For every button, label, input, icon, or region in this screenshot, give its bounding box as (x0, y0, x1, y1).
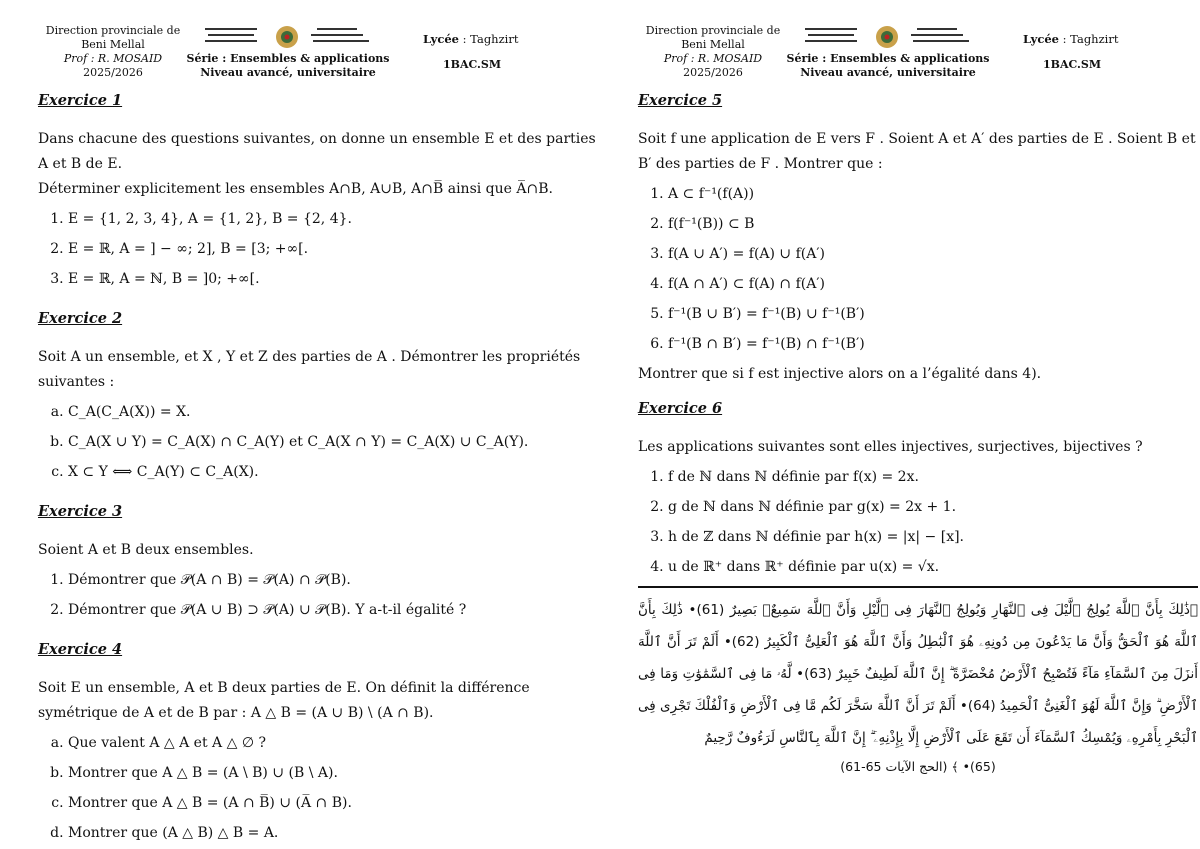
ministry-logo (203, 24, 378, 50)
exercise-item: 1. Démontrer que 𝒫(A ∩ B) = 𝒫(A) ∩ 𝒫(B). (68, 568, 598, 593)
quran-verses-block (638, 586, 1198, 780)
exercise-item: 1. f de ℕ dans ℕ définie par f(x) = 2x. (668, 465, 1198, 490)
header-year: 2025/2026 (83, 66, 143, 79)
exercise-title: Exercice 2 (38, 310, 123, 327)
header-lycee (423, 32, 518, 46)
header-series (783, 52, 993, 80)
page-header (638, 0, 1198, 88)
exercise-item: 2. E = ℝ, A = ] − ∞; 2], B = [3; +∞[. (68, 237, 598, 262)
quran-verses-reference: (65)• ﴾ (الحج الآيات 65-61) (840, 759, 996, 774)
header-lycee (1023, 32, 1118, 46)
exercise-item: a. Que valent A △ A et A △ ∅ ? (68, 731, 598, 756)
header-direction: Direction provinciale de (645, 24, 781, 37)
exercise-5 (638, 88, 1198, 387)
exercise-item: 1. E = {1, 2, 3, 4}, A = {1, 2}, B = {2, 4}. (68, 207, 598, 232)
page-header (38, 0, 598, 88)
serie-level: Niveau avancé, universitaire (800, 66, 976, 79)
exercise-items (38, 400, 598, 485)
exercise-intro: Soit A un ensemble, et X , Y et Z des parties de A . Démontrer les propriétés suivantes : (38, 349, 581, 390)
exercise-intro: Soit E un ensemble, A et B deux parties de E. On définit la différence symétrique de A et de B par : A △ B = (A ∪ B) \ (A ∩ B). (38, 680, 530, 721)
exercise-items (638, 465, 1198, 580)
exercise-item: a. C_A(C_A(X)) = X. (68, 400, 598, 425)
exercise-item: b. C_A(X ∪ Y) = C_A(X) ∩ C_A(Y) et C_A(X ∩ Y) = C_A(X) ∪ C_A(Y). (68, 430, 598, 455)
exercise-items (38, 731, 598, 846)
header-city: Beni Mellal (81, 38, 145, 51)
exercise-intro-2: Déterminer explicitement les ensembles A∩B, A∪B, A∩B̅ ainsi que A̅∩B. (38, 181, 553, 197)
header-class-level: 1BAC.SM (443, 58, 501, 71)
exercise-item: 3. E = ℝ, A = ℕ, B = ]0; +∞[. (68, 267, 598, 292)
right-page (638, 0, 1198, 849)
exercise-title: Exercice 4 (38, 641, 123, 658)
exercise-item: 2. g de ℕ dans ℕ définie par g(x) = 2x + 1. (668, 495, 1198, 520)
exercise-title: Exercice 1 (38, 92, 123, 109)
lycee-name: : Taghzirt (462, 32, 519, 46)
quran-verses-text: ﴿ذَٰلِكَ بِأَنَّ ٱللَّهَ يُولِجُ ٱلَّيْلَ فِى ٱلنَّهَارِ وَيُولِجُ ٱلنَّهَارَ فِى ٱلَّيْلِ وَأَنَّ ٱللَّهَ سَمِيعٌۢ بَصِيرٌ (61)• ذَٰلِكَ بِأَنَّ ٱللَّهَ هُوَ ٱلْحَقُّ وَأَنَّ مَا يَدْعُونَ مِن دُونِهِۦ هُوَ ٱلْبَٰطِلُ وَأَنَّ ٱللَّهَ هُوَ ٱلْعَلِىُّ ٱلْكَبِيرُ (62)• أَلَمْ تَرَ أَنَّ ٱللَّهَ أَنزَلَ مِنَ ٱلسَّمَآءِ مَآءً فَتُصْبِحُ ٱلْأَرْضُ مُخْضَرَّةً ۗ إِنَّ ٱللَّهَ لَطِيفٌ خَبِيرٌ (63)• لَّهُۥ مَا فِى ٱلسَّمَٰوَٰتِ وَمَا فِى ٱلْأَرْضِ ۗ وَإِنَّ ٱللَّهَ لَهُوَ ٱلْغَنِىُّ ٱلْحَمِيدُ (64)• أَلَمْ تَرَ أَنَّ ٱللَّهَ سَخَّرَ لَكُم مَّا فِى ٱلْأَرْضِ وَٱلْفُلْكَ تَجْرِى فِى ٱلْبَحْرِ بِأَمْرِهِۦ وَيُمْسِكُ ٱلسَّمَآءَ أَن تَقَعَ عَلَى ٱلْأَرْضِ إِلَّا بِإِذْنِهِۦٓ ۗ إِنَّ ٱللَّهَ بِٱلنَّاسِ لَرَءُوفٌ رَّحِيمٌ (638, 602, 1199, 746)
header-prof: Prof : R. MOSAID (663, 52, 763, 65)
exercise-4 (38, 637, 598, 846)
header-direction: Direction provinciale de (45, 24, 181, 37)
exercise-item: c. Montrer que A △ B = (A ∩ B̅) ∪ (A̅ ∩ B). (68, 791, 598, 816)
exercise-6 (638, 396, 1198, 580)
exercise-items (38, 207, 598, 292)
exercise-intro: Dans chacune des questions suivantes, on donne un ensemble E et des parties A et B de E. (38, 131, 596, 172)
lycee-name: : Taghzirt (1062, 32, 1119, 46)
exercise-items (638, 182, 1198, 357)
exercise-title: Exercice 6 (638, 400, 723, 417)
header-class-level: 1BAC.SM (1043, 58, 1101, 71)
exercise-items (38, 568, 598, 623)
exercise-3 (38, 499, 598, 623)
exercise-item: 4. f(A ∩ A′) ⊂ f(A) ∩ f(A′) (668, 272, 1198, 297)
exercise-item: 2. Démontrer que 𝒫(A ∪ B) ⊃ 𝒫(A) ∪ 𝒫(B). Y a-t-il égalité ? (68, 598, 598, 623)
exercise-item: 2. f(f⁻¹(B)) ⊂ B (668, 212, 1198, 237)
exercise-title: Exercice 3 (38, 503, 123, 520)
header-direction-block (638, 24, 788, 80)
exercise-intro: Soient A et B deux ensembles. (38, 542, 254, 558)
header-city: Beni Mellal (681, 38, 745, 51)
lycee-label: Lycée (1023, 32, 1059, 46)
serie-title: Série : Ensembles & applications (186, 52, 390, 65)
exercise-title: Exercice 5 (638, 92, 723, 109)
exercise-item: 3. f(A ∪ A′) = f(A) ∪ f(A′) (668, 242, 1198, 267)
exercise-item: b. Montrer que A △ B = (A \ B) ∪ (B \ A). (68, 761, 598, 786)
exercise-item: 3. h de ℤ dans ℕ définie par h(x) = |x| − [x]. (668, 525, 1198, 550)
exercise-item: 5. f⁻¹(B ∪ B′) = f⁻¹(B) ∪ f⁻¹(B′) (668, 302, 1198, 327)
header-direction-block (38, 24, 188, 80)
exercise-item: 6. f⁻¹(B ∩ B′) = f⁻¹(B) ∩ f⁻¹(B′) (668, 332, 1198, 357)
header-prof: Prof : R. MOSAID (63, 52, 163, 65)
serie-title: Série : Ensembles & applications (786, 52, 990, 65)
left-page (38, 0, 598, 849)
exercise-item: 4. u de ℝ⁺ dans ℝ⁺ définie par u(x) = √x. (668, 555, 1198, 580)
exercise-2 (38, 306, 598, 485)
exercise-intro: Soit f une application de E vers F . Soient A et A′ des parties de E . Soient B et B′ des parties de F . Montrer que : (638, 131, 1196, 172)
exercise-1 (38, 88, 598, 292)
header-year: 2025/2026 (683, 66, 743, 79)
exercise-item: c. X ⊂ Y ⟺ C_A(Y) ⊂ C_A(X). (68, 460, 598, 485)
header-series (183, 52, 393, 80)
exercise-outro: Montrer que si f est injective alors on a l’égalité dans 4). (638, 366, 1042, 382)
exercise-item: 1. A ⊂ f⁻¹(f(A)) (668, 182, 1198, 207)
exercise-intro: Les applications suivantes sont elles injectives, surjectives, bijectives ? (638, 439, 1143, 455)
serie-level: Niveau avancé, universitaire (200, 66, 376, 79)
exercise-item: d. Montrer que (A △ B) △ B = A. (68, 821, 598, 846)
lycee-label: Lycée (423, 32, 459, 46)
ministry-logo (803, 24, 978, 50)
